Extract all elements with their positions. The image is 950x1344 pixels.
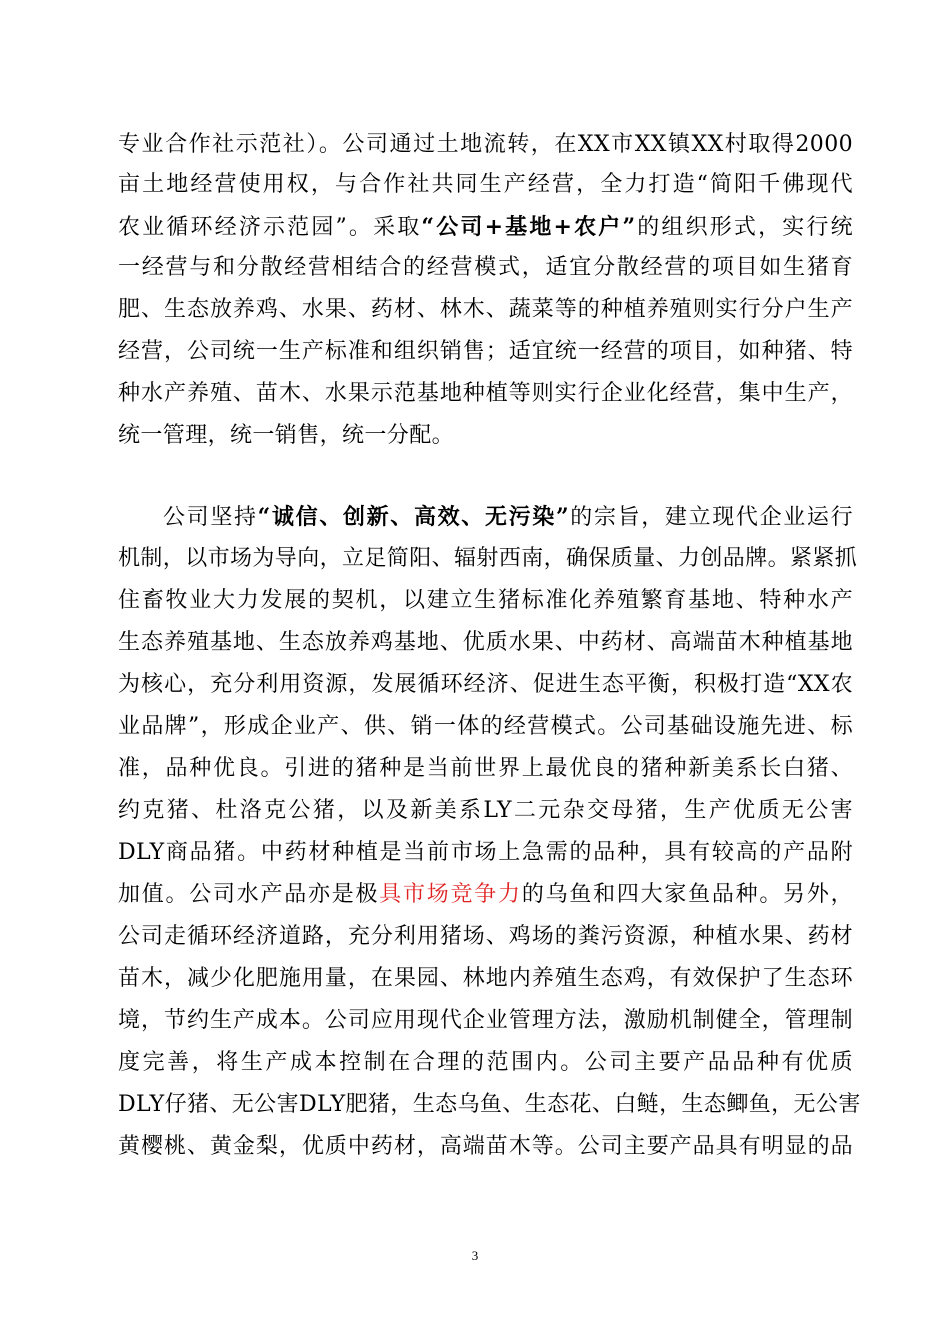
text-line: 住畜牧业大力发展的契机，以建立生猪标准化养殖繁育基地、特种水产	[118, 588, 853, 613]
text-run: 的宗旨，建立现代企业运行	[569, 505, 853, 530]
text-line: 度完善，将生产成本控制在合理的范围内。公司主要产品品种有优质	[118, 1050, 853, 1075]
bold-phrase: “诚信、创新、高效、无污染”	[257, 504, 570, 530]
text-line: 境，节约生产成本。公司应用现代企业管理方法，激励机制健全，管理制	[118, 1008, 853, 1033]
text-run: 的乌鱼和四大家鱼品种。另外，	[521, 882, 853, 907]
text-line: 约克猪、杜洛克公猪，以及新美系LY二元杂交母猪，生产优质无公害	[118, 798, 853, 823]
bold-phrase: “公司+基地+农户”	[421, 214, 636, 240]
highlighted-phrase: 具市场竞争力	[379, 882, 522, 907]
text-line: 准，品种优良。引进的猪种是当前世界上最优良的猪种新美系长白猪、	[118, 756, 853, 781]
text-line: DLY商品猪。中药材种植是当前市场上急需的品种，具有较高的产品附	[118, 840, 853, 865]
text-line: DLY仔猪、无公害DLY肥猪，生态乌鱼、生态花、白鲢，生态鲫鱼，无公害	[118, 1092, 861, 1117]
text-line: 肥、生态放养鸡、水果、药材、林木、蔬菜等的种植养殖则实行分户生产	[118, 297, 853, 322]
text-line: 机制，以市场为导向，立足简阳、辐射西南，确保质量、力创品牌。紧紧抓	[118, 546, 858, 571]
text-line: 生态养殖基地、生态放养鸡基地、优质水果、中药材、高端苗木种植基地	[118, 630, 853, 655]
text-line	[163, 497, 853, 537]
text-line: 亩土地经营使用权，与合作社共同生产经营，全力打造“简阳千佛现代	[118, 172, 853, 197]
text-line	[118, 207, 853, 247]
text-line: 苗木，减少化肥施用量，在果园、林地内养殖生态鸡，有效保护了生态环	[118, 966, 853, 991]
text-run: 农业循环经济示范园”。采取	[118, 215, 422, 240]
text-line: 一经营与和分散经营相结合的经营模式，适宜分散经营的项目如生猪育	[118, 255, 853, 280]
text-line: 统一管理，统一销售，统一分配。	[118, 423, 455, 448]
text-line: 黄樱桃、黄金梨，优质中药材，高端苗木等。公司主要产品具有明显的品	[118, 1134, 853, 1159]
text-line: 公司走循环经济道路，充分利用猪场、鸡场的粪污资源，种植水果、药材	[118, 924, 853, 949]
text-line: 专业合作社示范社）。公司通过土地流转，在XX市XX镇XX村取得2000	[118, 132, 853, 157]
text-line: 为核心，充分利用资源，发展循环经济、促进生态平衡，积极打造“XX农	[118, 672, 853, 697]
text-line	[118, 875, 853, 915]
text-line: 经营，公司统一生产标准和组织销售；适宜统一经营的项目，如种猪、特	[118, 339, 853, 364]
text-run: 公司坚持	[163, 505, 258, 530]
text-run: 的组织形式，实行统	[635, 215, 853, 240]
page-number: 3	[471, 1248, 479, 1263]
text-run: 加值。公司水产品亦是极	[118, 882, 380, 907]
text-line: 种水产养殖、苗木、水果示范基地种植等则实行企业化经营，集中生产，	[118, 381, 853, 406]
text-line: 业品牌”，形成企业产、供、销一体的经营模式。公司基础设施先进、标	[118, 714, 853, 739]
